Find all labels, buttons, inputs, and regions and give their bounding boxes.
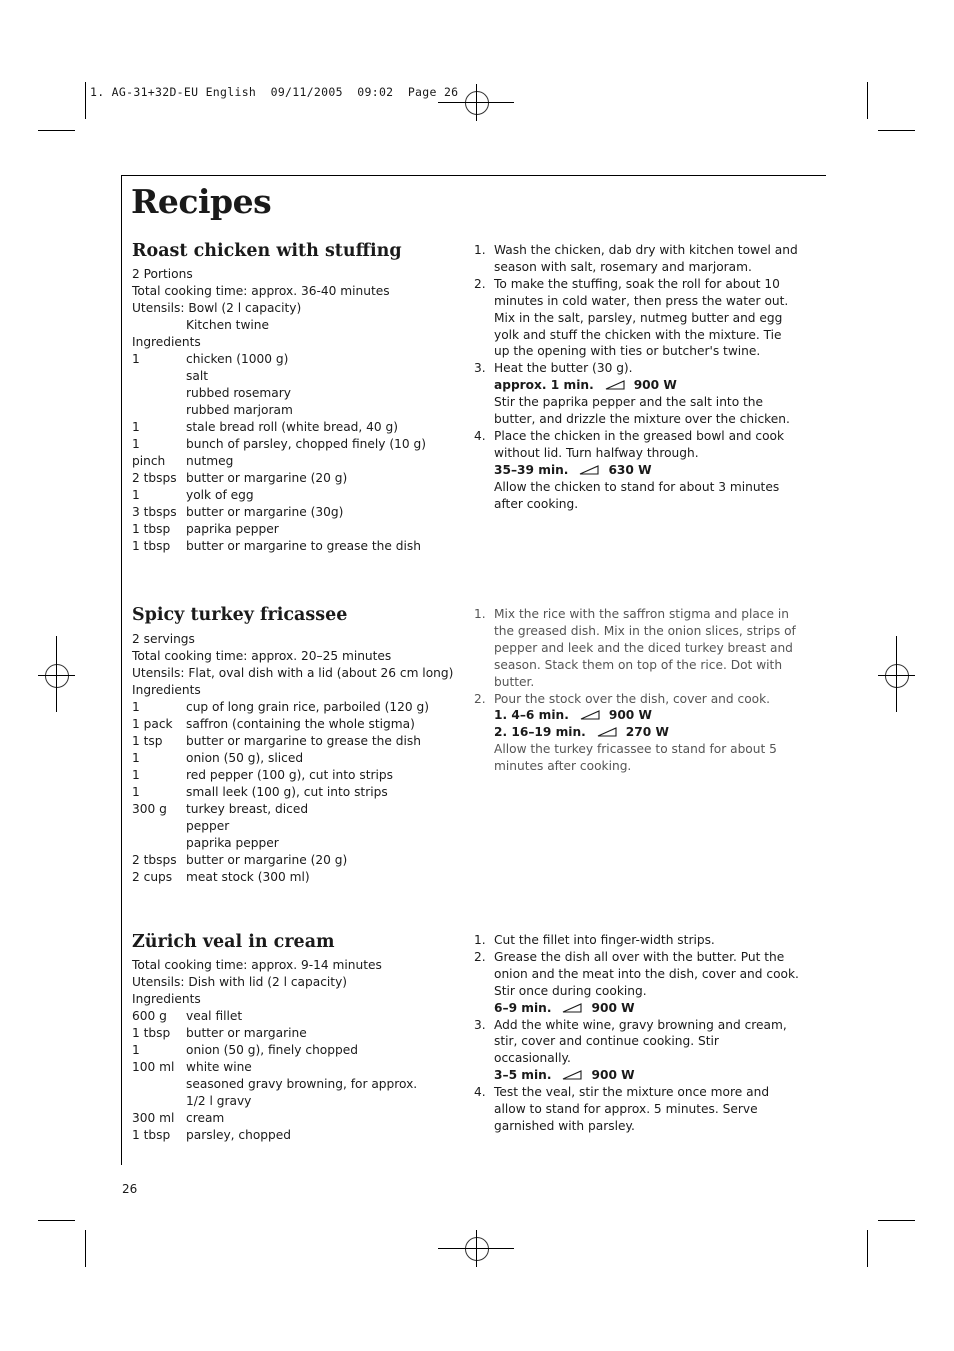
- registration-mark: [45, 664, 69, 688]
- step-text: Test the veal, stir the mixture once more and allow to stand for approx. 5 minutes. Serve garnished with parsley.: [494, 1085, 770, 1133]
- ingredient-qty: 1: [132, 785, 140, 799]
- power-level-icon: [579, 465, 599, 475]
- ingredient-row: [132, 1042, 417, 1059]
- ingredient-item: white wine: [186, 1060, 252, 1074]
- ingredient-row: [132, 801, 429, 818]
- power-level-icon: [562, 1070, 582, 1080]
- page-title: Recipes: [131, 182, 272, 221]
- method-step: [474, 691, 799, 776]
- ingredient-row: [132, 1008, 417, 1025]
- step-followup: Allow the chicken to stand for about 3 minutes after cooking.: [494, 479, 780, 511]
- ingredient-row: [132, 716, 429, 733]
- cooking-time: Total cooking time: approx. 20–25 minutes: [132, 649, 392, 663]
- step-number: 2.: [474, 276, 486, 291]
- power-level: 270 W: [625, 725, 669, 740]
- registration-mark: [465, 91, 489, 115]
- step-number: 1.: [474, 933, 486, 947]
- power-level: 900 W: [608, 708, 652, 723]
- ingredient-row: [132, 1110, 417, 1127]
- ingredient-row: [132, 487, 426, 504]
- ingredient-item: butter or margarine (20 g): [186, 471, 348, 485]
- ingredient-row: [132, 784, 429, 801]
- utensils-extra: Kitchen twine: [186, 318, 270, 332]
- ingredient-item: pepper: [186, 819, 230, 833]
- ingredient-qty: 1 tbsp: [132, 1128, 171, 1142]
- ingredient-qty: 2 tbsps: [132, 853, 177, 867]
- cooking-setting: [494, 724, 799, 741]
- cooking-time: 6–9 min.: [494, 1000, 552, 1015]
- ingredient-row: [132, 699, 429, 716]
- recipe-meta: [132, 631, 453, 699]
- ingredient-qty: 1: [132, 700, 140, 714]
- cooking-time: 1. 4–6 min.: [494, 708, 569, 723]
- ingredient-item: butter or margarine (20 g): [186, 853, 348, 867]
- cooking-setting: [494, 1000, 799, 1017]
- ingredient-qty: 300 g: [132, 802, 167, 816]
- ingredient-row: [132, 402, 426, 419]
- ingredient-row: [132, 767, 429, 784]
- ingredient-item: 1/2 l gravy: [186, 1094, 252, 1108]
- step-text: Cut the fillet into finger-width strips.: [494, 933, 715, 947]
- crop-mark: [38, 130, 75, 131]
- ingredient-item: onion (50 g), finely chopped: [186, 1043, 358, 1057]
- method-step: [474, 242, 799, 276]
- registration-mark: [438, 102, 514, 103]
- ingredient-item: seasoned gravy browning, for approx.: [186, 1077, 418, 1091]
- cooking-time: 2. 16–19 min.: [494, 725, 586, 740]
- portions: 2 Portions: [132, 267, 193, 281]
- step-number: 3.: [474, 1017, 486, 1032]
- step-number: 4.: [474, 1085, 486, 1100]
- step-text: Heat the butter (30 g).: [494, 361, 633, 376]
- recipe-meta: [132, 957, 382, 1008]
- method-step: [474, 606, 799, 691]
- ingredient-row: [132, 1025, 417, 1042]
- registration-mark: [56, 636, 57, 712]
- ingredient-item: butter or margarine to grease the dish: [186, 734, 421, 748]
- ingredient-item: butter or margarine (30g): [186, 505, 344, 519]
- method-step: [474, 949, 799, 1017]
- cooking-time: 35–39 min.: [494, 462, 569, 477]
- cooking-time: 3–5 min.: [494, 1068, 552, 1083]
- registration-mark: [38, 675, 75, 676]
- ingredient-qty: 1: [132, 1043, 140, 1057]
- utensils: Utensils: Dish with lid (2 l capacity): [132, 975, 348, 989]
- ingredient-qty: 600 g: [132, 1009, 167, 1023]
- ingredient-qty: pinch: [132, 454, 166, 468]
- power-level-icon: [597, 727, 617, 737]
- step-text: Grease the dish all over with the butter. Put the onion and the meat into the dish, cover and cook. Stir once during cooking.: [494, 949, 799, 998]
- crop-mark: [38, 1220, 75, 1221]
- ingredients-heading: Ingredients: [132, 683, 201, 697]
- ingredient-item: saffron (containing the whole stigma): [186, 717, 415, 731]
- method-step: [474, 276, 799, 361]
- step-text: Wash the chicken, dab dry with kitchen towel and season with salt, rosemary and marjoram.: [494, 243, 798, 274]
- ingredients-heading: Ingredients: [132, 335, 201, 349]
- step-text: Mix the rice with the saffron stigma and place in the greased dish. Mix in the onion slices, strips of pepper and leek and the diced turkey breast and season. Stack them on top of the rice. Dot with butter.: [494, 607, 796, 689]
- cooking-setting: [494, 707, 799, 724]
- ingredient-qty: 1: [132, 420, 140, 434]
- ingredient-item: turkey breast, diced: [186, 802, 309, 816]
- ingredient-qty: 1: [132, 488, 140, 502]
- method-steps: [474, 606, 799, 775]
- method-step: [474, 932, 799, 949]
- cooking-setting: [494, 462, 799, 479]
- ingredient-item: bunch of parsley, chopped finely (10 g): [186, 437, 426, 451]
- ingredient-row: [132, 436, 426, 453]
- step-number: 3.: [474, 361, 486, 376]
- power-level-icon: [562, 1003, 582, 1013]
- ingredient-row: [132, 835, 429, 852]
- step-number: 2.: [474, 949, 486, 964]
- page-number: 26: [122, 1182, 138, 1196]
- crop-mark: [867, 1230, 868, 1267]
- ingredient-qty: 1 pack: [132, 717, 173, 731]
- ingredient-row: [132, 869, 429, 886]
- ingredient-item: veal fillet: [186, 1009, 243, 1023]
- ingredient-qty: 2 cups: [132, 870, 173, 884]
- ingredient-row: [132, 351, 426, 368]
- ingredient-item: paprika pepper: [186, 522, 279, 536]
- registration-mark: [465, 1237, 489, 1261]
- ingredient-row: [132, 1059, 417, 1076]
- ingredients-heading: Ingredients: [132, 992, 201, 1006]
- ingredient-row: [132, 368, 426, 385]
- ingredient-item: rubbed rosemary: [186, 386, 291, 400]
- step-text: Pour the stock over the dish, cover and cook.: [494, 691, 771, 706]
- ingredient-item: red pepper (100 g), cut into strips: [186, 768, 393, 782]
- power-level: 900 W: [633, 378, 677, 393]
- step-number: 1.: [474, 607, 486, 621]
- recipe-title: Zürich veal in cream: [132, 932, 335, 952]
- ingredient-list: [132, 351, 426, 555]
- recipe-meta: [132, 266, 390, 351]
- ingredient-row: [132, 470, 426, 487]
- crop-mark: [878, 130, 915, 131]
- print-slug: 1. AG-31+32D-EU English 09/11/2005 09:02 Page 26: [90, 85, 459, 99]
- cooking-setting: [494, 377, 799, 394]
- ingredient-item: onion (50 g), sliced: [186, 751, 304, 765]
- ingredient-item: meat stock (300 ml): [186, 870, 310, 884]
- ingredient-qty: 2 tbsps: [132, 471, 177, 485]
- power-level-icon: [605, 380, 625, 390]
- cooking-time: Total cooking time: approx. 36-40 minutes: [132, 284, 390, 298]
- step-number: 2.: [474, 691, 486, 706]
- ingredient-item: rubbed marjoram: [186, 403, 293, 417]
- step-text: To make the stuffing, soak the roll for about 10 minutes in cold water, then press the water out. Mix in the salt, parsley, nutmeg butter and egg yolk and stuff the chicken with the mixture. Tie up the opening with ties or butcher's twine.: [494, 276, 789, 359]
- cooking-time: Total cooking time: approx. 9-14 minutes: [132, 958, 382, 972]
- power-level: 900 W: [591, 1068, 635, 1083]
- ingredient-row: [132, 1127, 417, 1144]
- step-followup: Allow the turkey fricassee to stand for about 5 minutes after cooking.: [494, 742, 777, 774]
- registration-mark: [885, 664, 909, 688]
- power-level: 630 W: [608, 462, 652, 477]
- ingredient-qty: 1 tbsp: [132, 522, 171, 536]
- ingredient-item: cup of long grain rice, parboiled (120 g): [186, 700, 430, 714]
- ingredient-list: [132, 1008, 417, 1144]
- ingredient-row: [132, 1076, 417, 1093]
- registration-mark: [896, 636, 897, 712]
- ingredient-row: [132, 538, 426, 555]
- ingredient-list: [132, 699, 429, 886]
- ingredient-row: [132, 419, 426, 436]
- power-level-icon: [580, 710, 600, 720]
- step-number: 1.: [474, 243, 486, 257]
- cooking-setting: [494, 1067, 799, 1084]
- power-level: 900 W: [591, 1000, 635, 1015]
- ingredient-row: [132, 453, 426, 470]
- method-step: [474, 360, 799, 428]
- ingredient-qty: 3 tbsps: [132, 505, 177, 519]
- utensils: Utensils: Bowl (2 l capacity): [132, 301, 302, 315]
- ingredient-qty: 300 ml: [132, 1111, 175, 1125]
- recipe-title: Spicy turkey fricassee: [132, 605, 348, 625]
- ingredient-item: yolk of egg: [186, 488, 254, 502]
- step-followup: Stir the paprika pepper and the salt into the butter, and drizzle the mixture over the chicken.: [494, 395, 790, 427]
- ingredient-item: paprika pepper: [186, 836, 279, 850]
- method-step: [474, 1084, 799, 1135]
- method-steps: [474, 932, 799, 1135]
- ingredient-row: [132, 750, 429, 767]
- ingredient-row: [132, 504, 426, 521]
- ingredient-row: [132, 818, 429, 835]
- ingredient-qty: 1: [132, 768, 140, 782]
- step-number: 4.: [474, 428, 486, 443]
- frame-top-rule: [121, 175, 826, 176]
- ingredient-item: chicken (1000 g): [186, 352, 289, 366]
- step-text: Add the white wine, gravy browning and cream, stir, cover and continue cooking. Stir occasionally.: [494, 1017, 787, 1066]
- ingredient-item: butter or margarine to grease the dish: [186, 539, 421, 553]
- ingredient-qty: 1 tsp: [132, 734, 163, 748]
- frame-left-rule: [121, 175, 122, 1165]
- ingredient-item: parsley, chopped: [186, 1128, 291, 1142]
- ingredient-item: small leek (100 g), cut into strips: [186, 785, 388, 799]
- method-steps: [474, 242, 799, 513]
- ingredient-qty: 1: [132, 352, 140, 366]
- ingredient-item: cream: [186, 1111, 225, 1125]
- crop-mark: [878, 1220, 915, 1221]
- ingredient-item: stale bread roll (white bread, 40 g): [186, 420, 399, 434]
- ingredient-row: [132, 852, 429, 869]
- ingredient-qty: 1 tbsp: [132, 1026, 171, 1040]
- ingredient-qty: 1: [132, 751, 140, 765]
- ingredient-item: nutmeg: [186, 454, 234, 468]
- registration-mark: [438, 1248, 514, 1249]
- portions: 2 servings: [132, 632, 195, 646]
- ingredient-row: [132, 733, 429, 750]
- ingredient-item: salt: [186, 369, 208, 383]
- step-text: Place the chicken in the greased bowl and cook without lid. Turn halfway through.: [494, 428, 785, 460]
- cooking-time: approx. 1 min.: [494, 378, 594, 393]
- ingredient-row: [132, 1093, 417, 1110]
- crop-mark: [85, 1230, 86, 1267]
- ingredient-qty: 1 tbsp: [132, 539, 171, 553]
- ingredient-row: [132, 521, 426, 538]
- ingredient-row: [132, 385, 426, 402]
- method-step: [474, 1017, 799, 1085]
- recipe-title: Roast chicken with stuffing: [132, 241, 402, 261]
- method-step: [474, 428, 799, 513]
- ingredient-item: butter or margarine: [186, 1026, 307, 1040]
- utensils: Utensils: Flat, oval dish with a lid (about 26 cm long): [132, 666, 454, 680]
- crop-mark: [867, 82, 868, 119]
- crop-mark: [85, 82, 86, 119]
- registration-mark: [878, 675, 915, 676]
- ingredient-qty: 100 ml: [132, 1060, 175, 1074]
- ingredient-qty: 1: [132, 437, 140, 451]
